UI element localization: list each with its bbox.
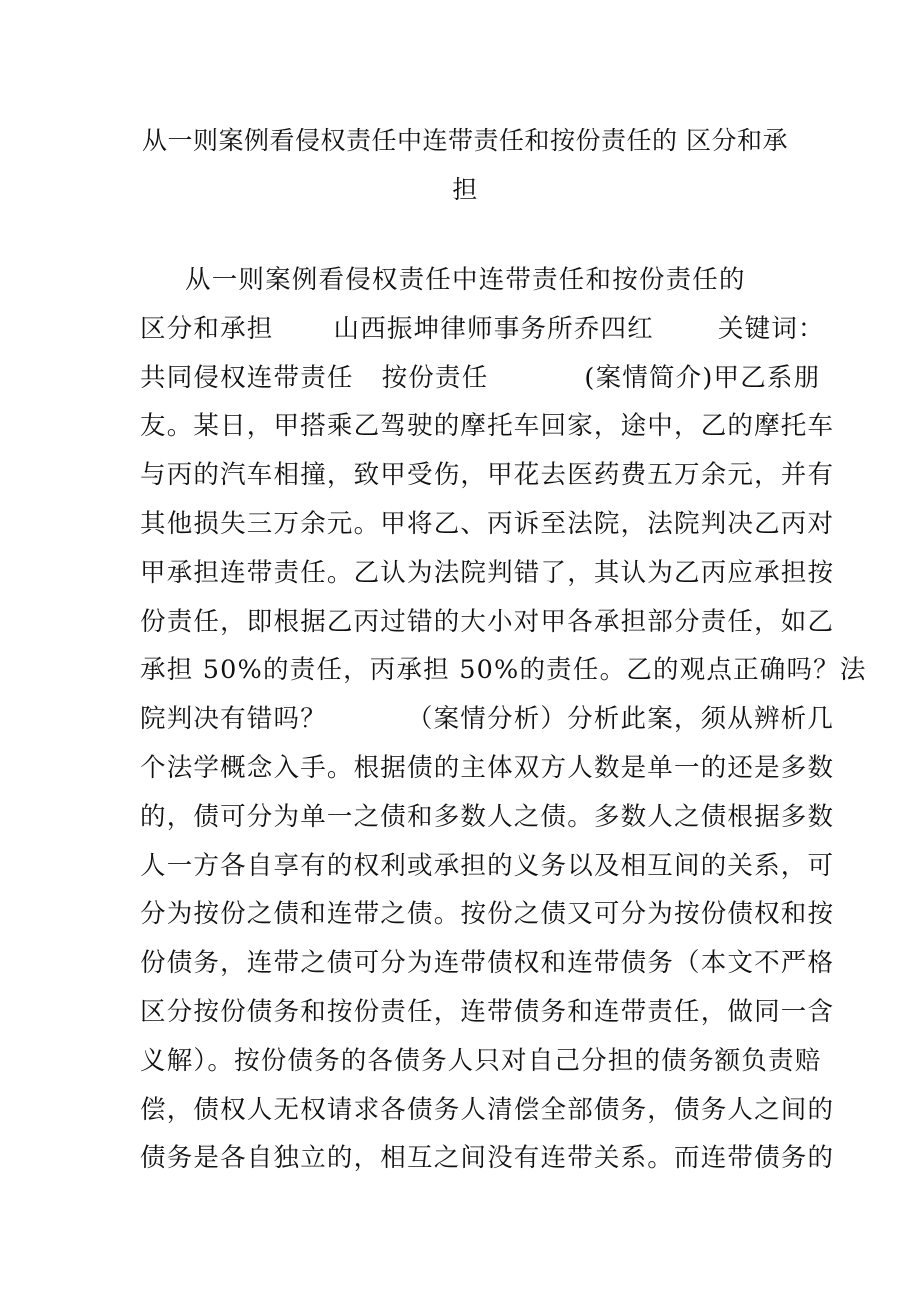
body-text: 从一则案例看侵权责任中连带责任和按份责任的 <box>185 265 746 295</box>
body-line <box>140 262 800 311</box>
document-body <box>140 262 867 1189</box>
author-text: 山西振坤律师事务所乔四红 <box>333 313 654 344</box>
body-line <box>140 360 821 409</box>
body-text: (案情简介)甲乙系朋 <box>584 362 821 393</box>
keyword-text: 共同侵权连带责任 <box>140 362 354 393</box>
body-text: （案情分析）分析此案，须从辨析几 <box>406 704 835 735</box>
body-line: 份责任，即根据乙丙过错的大小对甲各承担部分责任，如乙 <box>140 606 835 637</box>
body-line: 承担 50%的责任，丙承担 50%的责任。乙的观点正确吗？法 <box>140 655 867 686</box>
body-line <box>140 701 835 750</box>
body-line: 偿，债权人无权请求各债务人清偿全部债务，债务人之间的 <box>140 1094 835 1125</box>
body-line: 其他损失三万余元。甲将乙、丙诉至法院，法院判决乙丙对 <box>140 508 835 539</box>
body-line: 分为按份之债和连带之债。按份之债又可分为按份债权和按 <box>140 899 835 930</box>
keywords-label: 关键词： <box>717 313 825 344</box>
body-text: 院判决有错吗？ <box>140 704 327 735</box>
body-line <box>140 311 825 360</box>
body-line: 份债务，连带之债可分为连带债权和连带债务（本文不严格 <box>140 948 835 979</box>
body-line: 甲承担连带责任。乙认为法院判错了，其认为乙丙应承担按 <box>140 557 835 588</box>
body-line: 个法学概念入手。根据债的主体双方人数是单一的还是多数 <box>140 752 835 783</box>
document-title-line-1: 从一则案例看侵权责任中连带责任和按份责任的 区分和承 <box>142 126 788 155</box>
body-line: 债务是各自独立的，相互之间没有连带关系。而连带债务的 <box>140 1143 835 1174</box>
body-line: 友。某日，甲搭乘乙驾驶的摩托车回家，途中，乙的摩托车 <box>140 411 835 442</box>
body-line: 义解）。按份债务的各债务人只对自己分担的债务额负责赔 <box>140 1045 822 1076</box>
document-title-line-2: 担 <box>452 175 478 204</box>
body-line: 区分按份债务和按份责任，连带债务和连带责任，做同一含 <box>140 996 835 1027</box>
keyword-text: 按份责任 <box>381 362 489 393</box>
body-line: 的，债可分为单一之债和多数人之债。多数人之债根据多数 <box>140 801 835 832</box>
body-line: 与丙的汽车相撞，致甲受伤，甲花去医药费五万余元，并有 <box>140 460 835 491</box>
body-line: 人一方各自享有的权利或承担的义务以及相互间的关系，可 <box>140 850 835 881</box>
body-text: 区分和承担 <box>140 313 274 344</box>
